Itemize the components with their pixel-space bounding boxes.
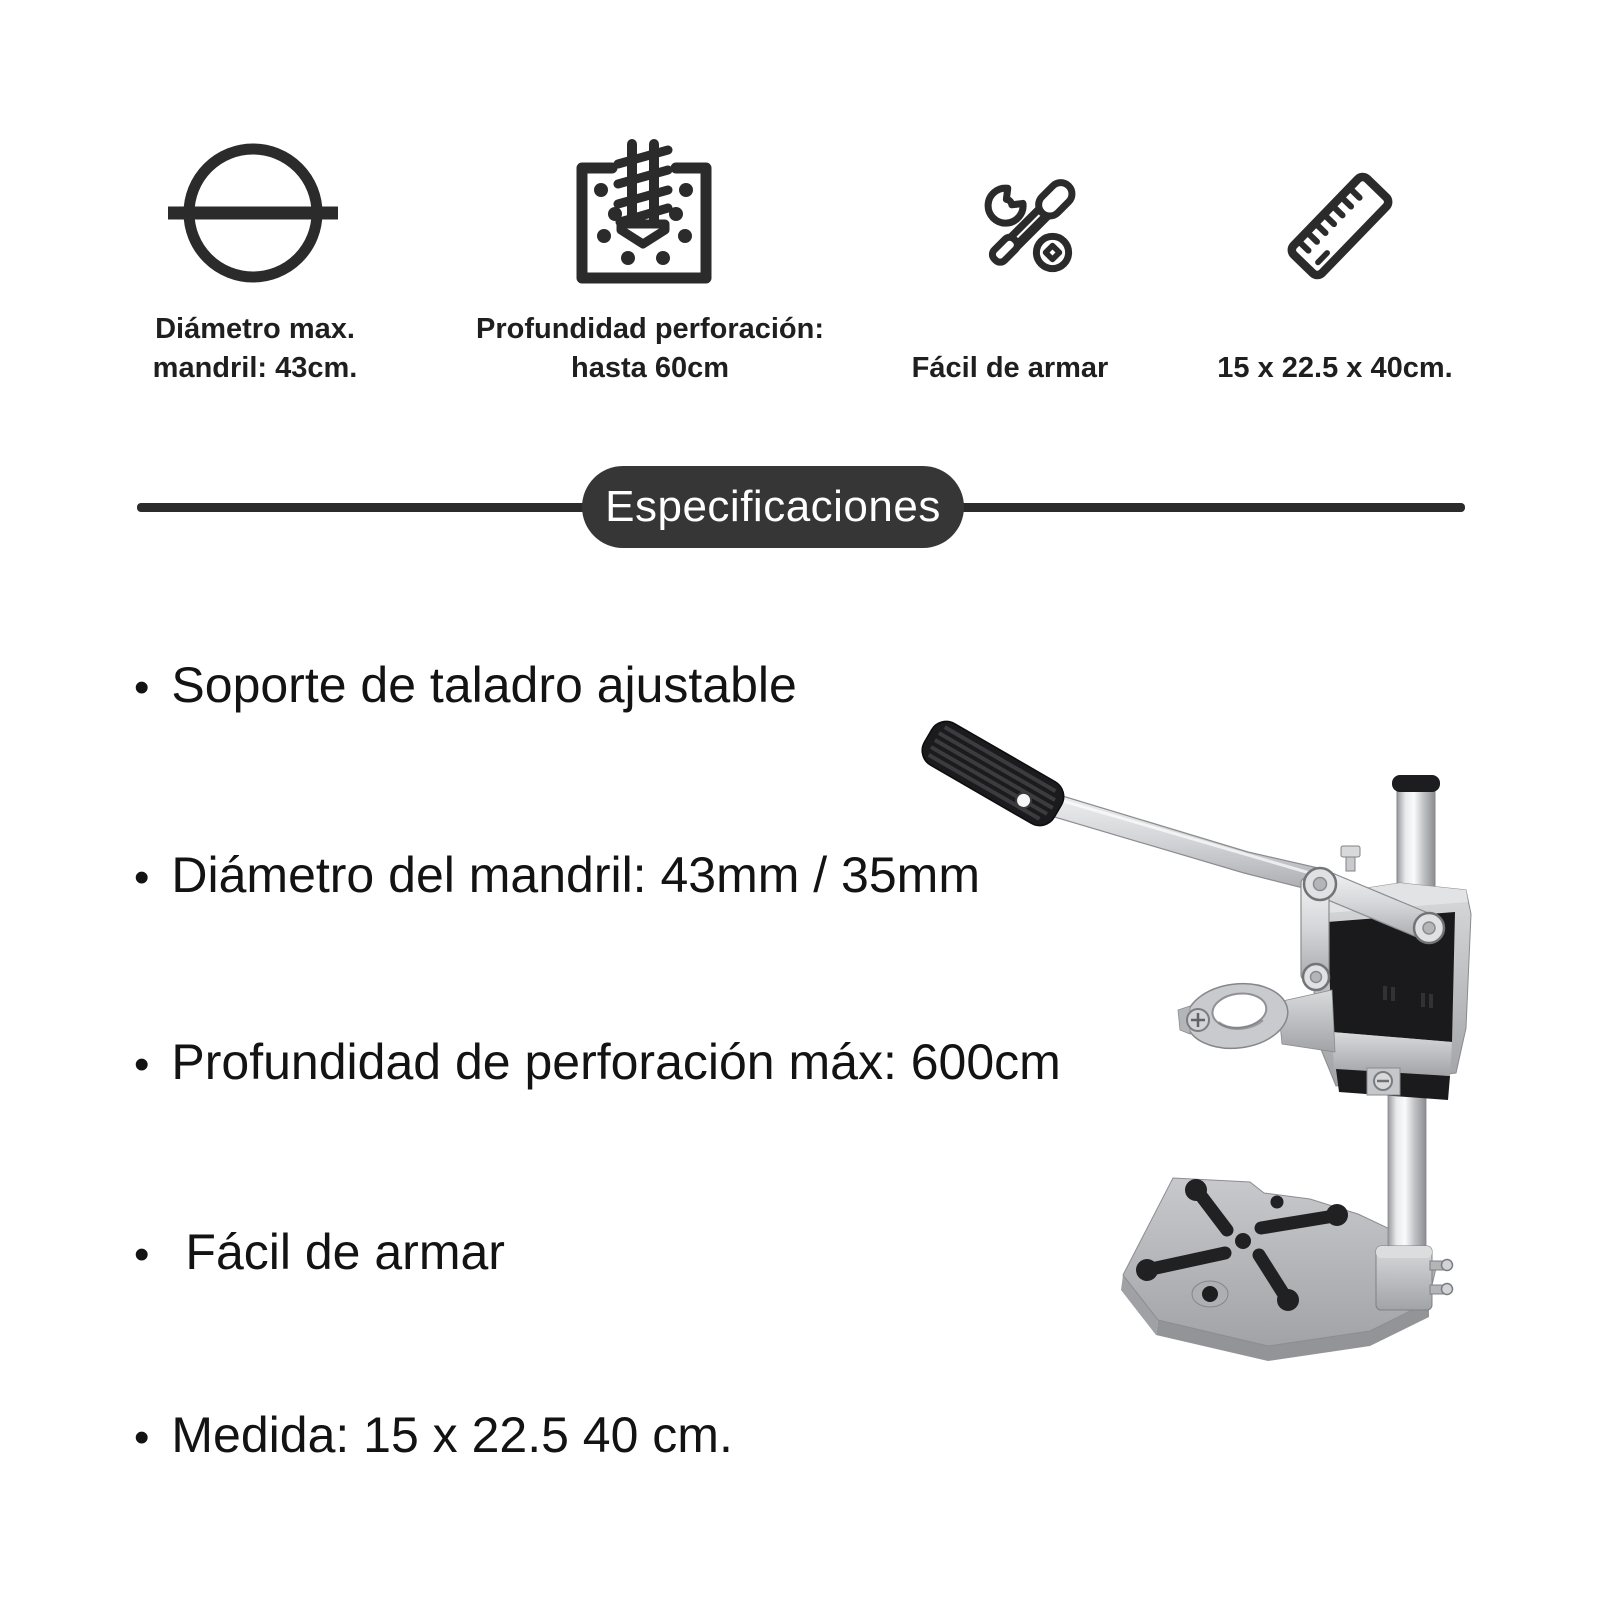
bullet: •	[134, 1230, 150, 1279]
spec-text: Profundidad de perforación máx: 600cm	[171, 1034, 1061, 1090]
product-photo-drill-press-stand	[880, 690, 1560, 1410]
tools-icon	[972, 172, 1084, 289]
spec-item	[134, 843, 980, 910]
caption-drill-depth: Profundidad perforación: hasta 60cm	[476, 313, 824, 384]
spec-text: Medida: 15 x 22.5 40 cm.	[171, 1407, 733, 1463]
bullet: •	[134, 663, 150, 712]
caption-dimensions: 15 x 22.5 x 40cm.	[1217, 352, 1453, 384]
spec-text: Soporte de taladro ajustable	[171, 657, 797, 713]
ruler-icon	[1274, 160, 1406, 297]
spec-text: Fácil de armar	[185, 1224, 505, 1280]
caption-chuck-diameter: Diámetro max. mandril: 43cm.	[152, 313, 358, 384]
bullet: •	[134, 853, 150, 902]
handle-grip	[916, 715, 1070, 832]
section-title: Especificaciones	[605, 482, 941, 531]
spec-text: Diámetro del mandril: 43mm / 35mm	[171, 847, 980, 903]
section-title-pill	[582, 466, 964, 548]
spec-item	[134, 1220, 505, 1287]
bullet: •	[134, 1040, 150, 1089]
support-column	[1376, 1090, 1453, 1310]
caption-easy-assembly: Fácil de armar	[911, 352, 1109, 384]
bullet: •	[134, 1413, 150, 1462]
spec-item	[134, 653, 797, 720]
spec-item	[134, 1403, 733, 1470]
drill-depth-icon	[558, 130, 728, 295]
chuck-diameter-icon	[165, 136, 341, 295]
